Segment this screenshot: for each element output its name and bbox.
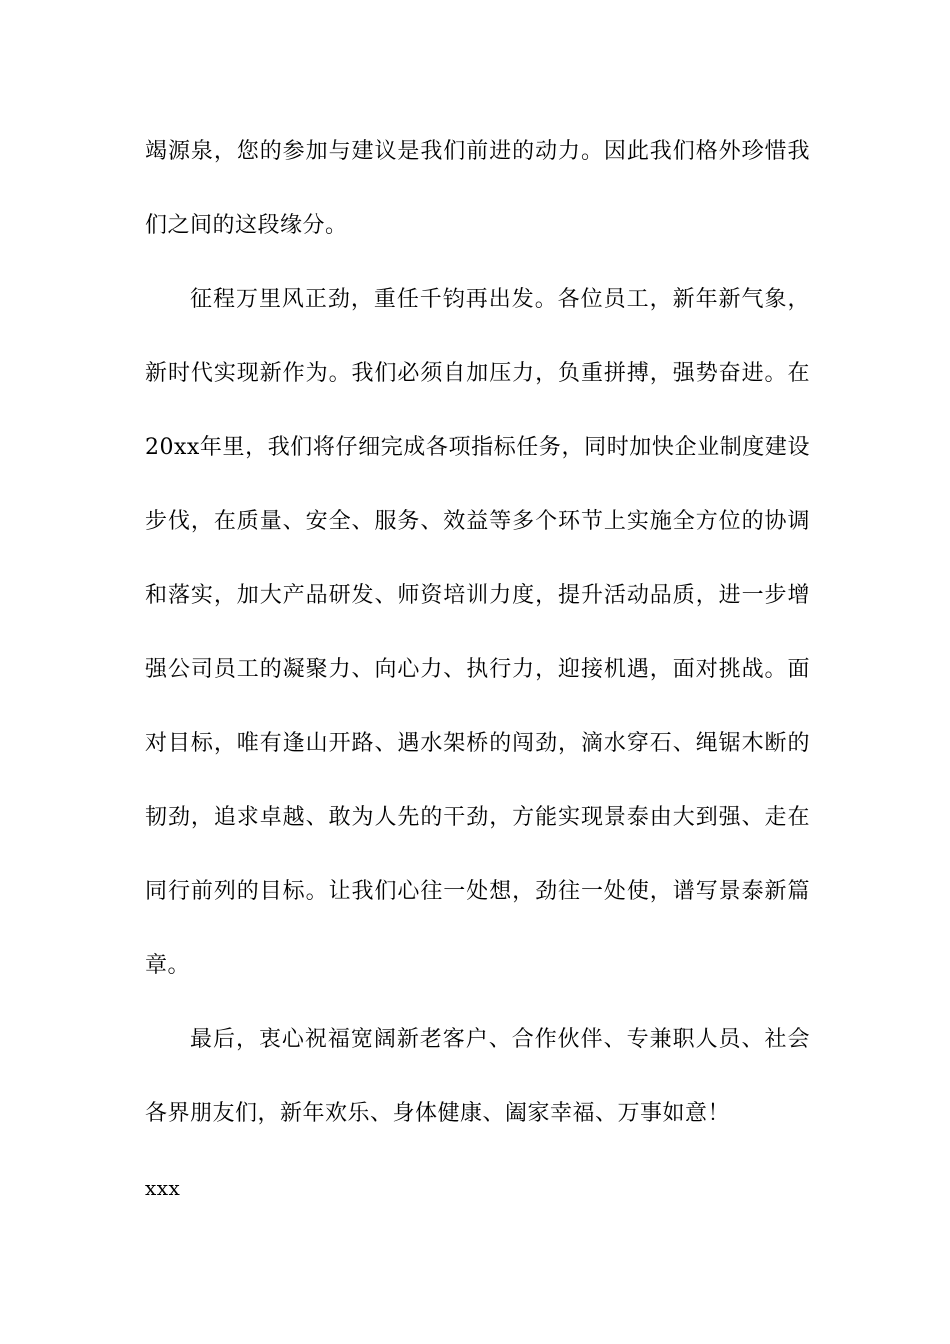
signature: xxx	[145, 1176, 181, 1200]
document-body	[145, 115, 810, 1225]
paragraph-3: 最后，衷心祝福宽阔新老客户、合作伙伴、专兼职人员、社会各界朋友们，新年欢乐、身体健康、阖家幸福、万事如意！	[145, 1027, 810, 1126]
paragraph-2: 征程万里风正劲，重任千钧再出发。各位员工，新年新气象，新时代实现新作为。我们必须自加压力，负重拼搏，强势奋进。在20xx年里，我们将仔细完成各项指标任务，同时加快企业制度建设步伐，在质量、安全、服务、效益等多个环节上实施全方位的协调和落实，加大产品研发、师资培训力度，提升活动品质，进一步增强公司员工的凝聚力、向心力、执行力，迎接机遇，面对挑战。面对目标，唯有逢山开路、遇水架桥的闯劲，滴水穿石、绳锯木断的韧劲，追求卓越、敢为人先的干劲，方能实现景泰由大到强、走在同行前列的目标。让我们心往一处想，劲往一处使，谱写景泰新篇章。	[145, 287, 810, 978]
paragraph-1: 竭源泉，您的参加与建议是我们前进的动力。因此我们格外珍惜我们之间的这段缘分。	[145, 139, 810, 238]
